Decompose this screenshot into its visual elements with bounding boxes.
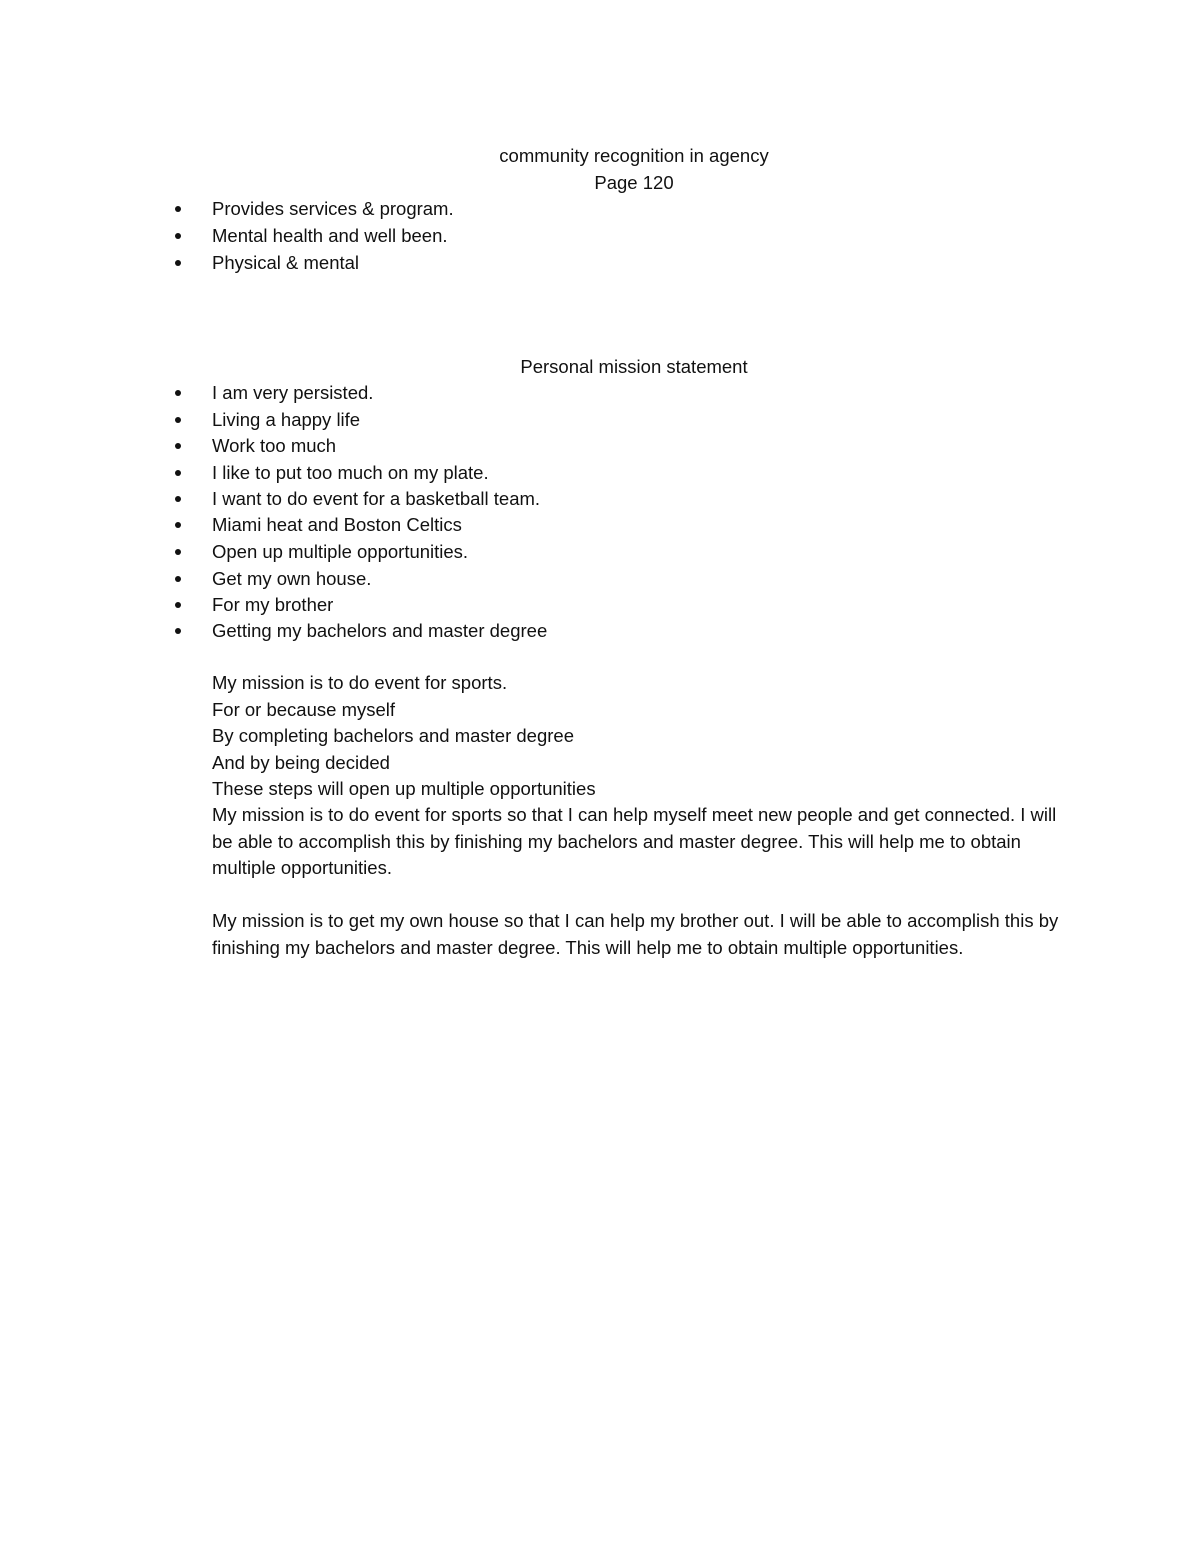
bullet-icon bbox=[175, 549, 181, 555]
bullet-icon bbox=[175, 390, 181, 396]
section-heading-mission: Personal mission statement bbox=[520, 356, 748, 377]
bullet-icon bbox=[175, 522, 181, 528]
bullet-icon bbox=[175, 233, 181, 239]
mission-paragraph: My mission is to get my own house so that I can help my brother out. I will be able to accomplish this by finishing my bachelors and master degree. This will help me to obtain multiple opportunities. bbox=[212, 910, 1059, 958]
mission-line: By completing bachelors and master degree bbox=[212, 725, 574, 746]
bullet-icon bbox=[175, 628, 181, 634]
bullet-icon bbox=[175, 470, 181, 476]
mission-paragraph: My mission is to do event for sports so that I can help myself meet new people and get connected. I will be able to accomplish this by finishing my bachelors and master degree. This will help me to obtain multiple opportunities. bbox=[212, 804, 1057, 878]
section-heading-community: community recognition in agency bbox=[499, 145, 769, 166]
bullet-icon bbox=[175, 496, 181, 502]
mission-line: For or because myself bbox=[212, 699, 396, 720]
document-page: community recognition in agency Page 120 Provides services & program. Mental health and well been. Physical & mental Personal mission statement I am very persisted. Living a happy life Work too much I like to put too much on my plate. I want to do event for a basketball team. Miami heat and Boston Celtics Open up multiple opportunities. Get my own house. For my brother Getting my bachelors and master degree My mission is to do event for sports. For or because myself By completing bachelors and master degree And by being decided These steps will open up multiple opportunities My mission is to do event for sports so that I can help myself meet new people and get connected. I will be able to accomplish this by finishing my bachelors and master degree. This will help me to obtain multiple opportunities. My mission is to get my own house so that I can help my brother out. I will be able to accomplish this by finishing my bachelors and master degree. This will help me to obtain multiple opportunities. bbox=[0, 0, 1200, 1553]
mission-line: And by being decided bbox=[212, 752, 390, 773]
mission-line: These steps will open up multiple opportunities bbox=[212, 778, 596, 799]
page-reference: Page 120 bbox=[594, 172, 674, 193]
bullet-icon bbox=[175, 260, 181, 266]
bullet-icon bbox=[175, 206, 181, 212]
bullet-icon bbox=[175, 443, 181, 449]
bullet-icon bbox=[175, 576, 181, 582]
mission-line: My mission is to do event for sports. bbox=[212, 672, 508, 693]
bullet-icon bbox=[175, 602, 181, 608]
bullet-icon bbox=[175, 417, 181, 423]
